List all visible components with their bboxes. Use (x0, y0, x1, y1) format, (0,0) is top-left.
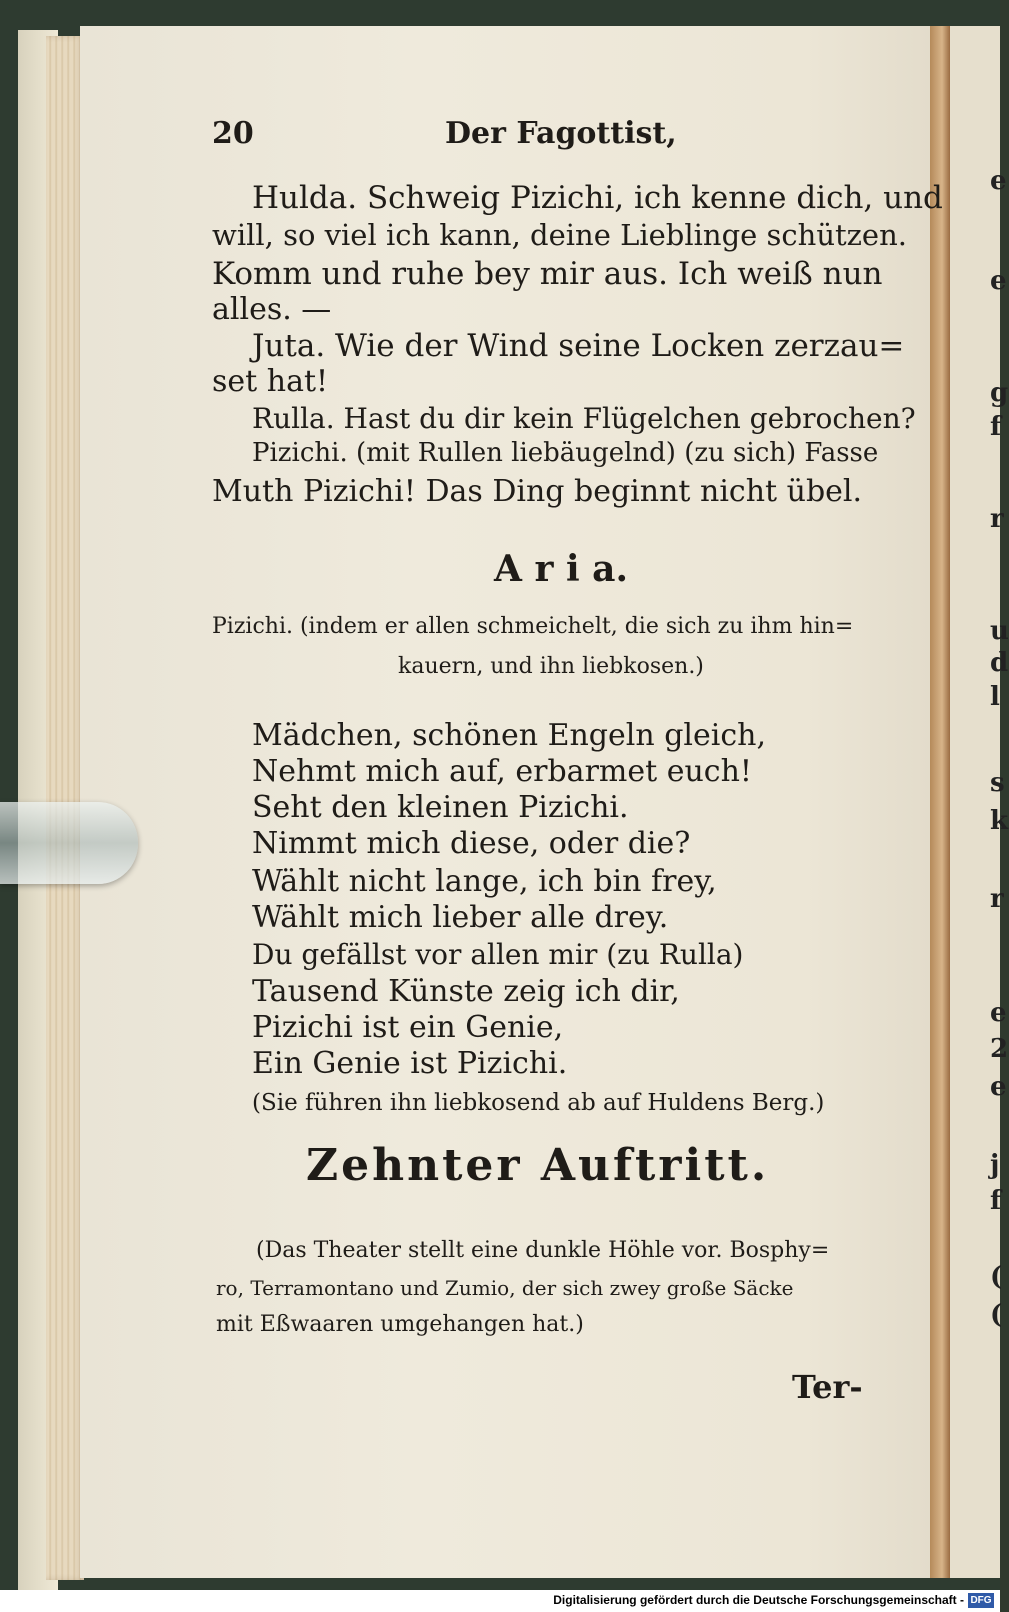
catchword: Ter- (792, 1368, 863, 1406)
verse-line: Nimmt mich diese, oder die? (252, 826, 691, 861)
verse-line: Du gefällst vor allen mir (zu Rulla) (252, 938, 744, 971)
exit-stage-direction: (Sie führen ihn liebkosend ab auf Huldens Berg.) (252, 1090, 825, 1116)
next-page-fragment: ( (990, 1262, 1003, 1292)
next-page-fragment: e (990, 1072, 1007, 1102)
next-page-fragment: j (990, 1150, 1000, 1180)
dialogue-line: set hat! (212, 364, 329, 399)
next-page-fragment: u (990, 616, 1009, 646)
next-page-fragment: e (990, 266, 1007, 296)
verse-line: Ein Genie ist Pizichi. (252, 1046, 568, 1081)
next-page-fragment: f (990, 412, 1002, 442)
verse-line: Seht den kleinen Pizichi. (252, 790, 629, 825)
dialogue-line: will, so viel ich kann, deine Lieblinge schützen. (212, 218, 907, 252)
next-page-fragment: f (990, 1186, 1002, 1216)
dialogue-line: Muth Pizichi! Das Ding beginnt nicht übel. (212, 474, 863, 509)
verse-line: Wählt mich lieber alle drey. (252, 900, 669, 935)
next-page-edge (950, 26, 1009, 1578)
page-number: 20 (212, 116, 254, 151)
next-page-fragment: g (990, 378, 1009, 408)
page-holder-clip (0, 802, 138, 884)
digitization-footer (0, 1590, 1000, 1612)
next-page-fragment: s (990, 768, 1005, 798)
next-page-fragment: l (990, 682, 1000, 712)
verse-line: Nehmt mich auf, erbarmet euch! (252, 754, 752, 789)
scene-stage-direction: mit Eßwaaren umgehangen hat.) (216, 1312, 584, 1337)
scene-stage-direction: (Das Theater stellt eine dunkle Höhle vor. Bosphy= (256, 1238, 830, 1263)
running-title: Der Fagottist, (445, 116, 677, 151)
next-page-fragment: e (990, 166, 1007, 196)
next-page-fragment: 2 (990, 1034, 1009, 1064)
next-page-fragment: ( (990, 1300, 1003, 1330)
dialogue-line: Juta. Wie der Wind seine Locken zerzau= (252, 328, 905, 364)
verse-line: Mädchen, schönen Engeln gleich, (252, 718, 767, 753)
verse-line: Wählt nicht lange, ich bin frey, (252, 864, 717, 899)
aria-stage-direction: Pizichi. (indem er allen schmeichelt, die sich zu ihm hin= (212, 614, 854, 639)
dialogue-line: Hulda. Schweig Pizichi, ich kenne dich, und (252, 180, 943, 216)
scene-stage-direction: ro, Terramontano und Zumio, der sich zwey große Säcke (216, 1276, 794, 1300)
dialogue-line: Pizichi. (mit Rullen liebäugelnd) (zu sich) Fasse (252, 438, 879, 468)
next-page-fragment: r (990, 504, 1004, 534)
dialogue-line: Rulla. Hast du dir kein Flügelchen gebrochen? (252, 402, 916, 435)
dialogue-line: Komm und ruhe bey mir aus. Ich weiß nun (212, 256, 883, 292)
verse-line: Pizichi ist ein Genie, (252, 1010, 564, 1045)
book-gutter (930, 26, 950, 1578)
aria-stage-direction: kauern, und ihn liebkosen.) (398, 654, 704, 679)
next-page-fragment: r (990, 884, 1004, 914)
next-page-fragment: d (990, 648, 1009, 678)
footer-credit: Digitalisierung gefördert durch die Deutsche Forschungsgemeinschaft - (553, 1593, 964, 1607)
next-page-fragment: e (990, 998, 1007, 1028)
aria-heading: A r i a. (494, 548, 629, 590)
scene-heading: Zehnter Auftritt. (306, 1140, 770, 1191)
dfg-logo: DFG (968, 1593, 994, 1608)
dialogue-line: alles. — (212, 292, 332, 327)
next-page-fragment: k (990, 806, 1009, 836)
verse-line: Tausend Künste zeig ich dir, (252, 974, 680, 1009)
